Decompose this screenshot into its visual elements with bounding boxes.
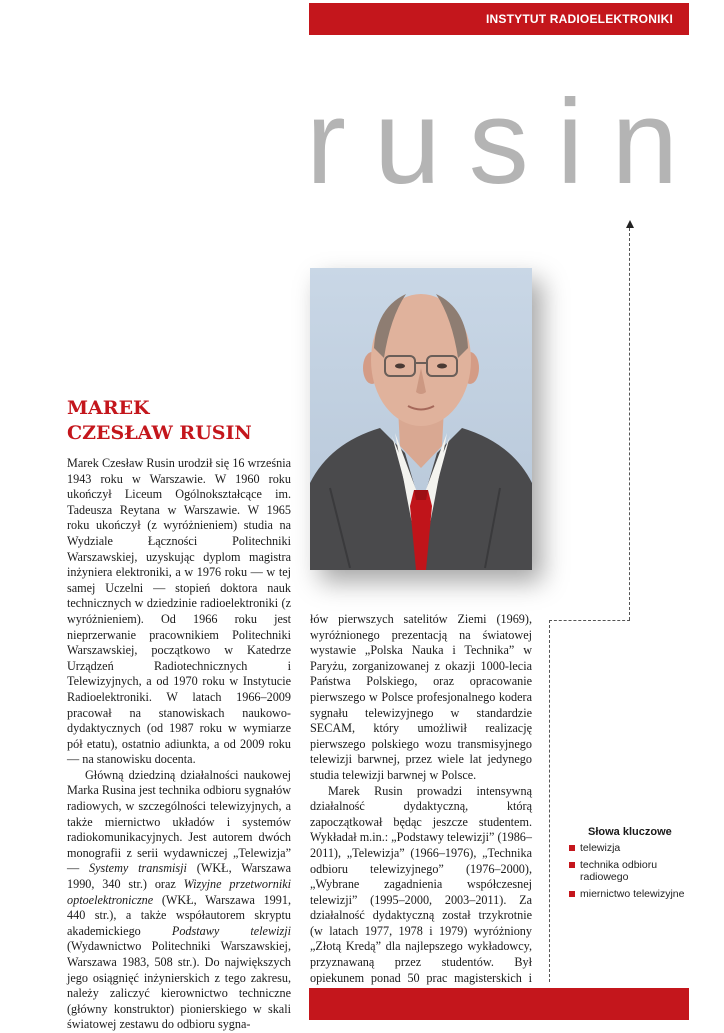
keyword-item [560, 859, 700, 883]
author-name-heading [67, 396, 252, 446]
keyword-label: technika odbioru radiowego [580, 859, 658, 883]
author-full-name: CZESŁAW RUSIN [67, 422, 252, 444]
biography-paragraph-1: Marek Czesław Rusin urodził się 16 września 1943 roku w Warszawie. W 1960 roku ukończył Liceum Ogólnokształcące im. Tadeusza Reytana w Warszawie. W 1965 roku ukończył (z wyróżnieniem) studia na Wydziale Łączności Politechniki Warszawskiej, uzyskując dyplom magistra inżyniera elektroniki, a w 1976 roku — w tej samej Uczelni — stopień doktora nauk technicznych w dziedzinie radioelektroniki (z wyróżnieniem). Od 1966 roku jest nieprzerwanie pracownikiem Politechniki Warszawskiej, początkowo w Katedrze Urządzeń Radiotechnicznych i Telewizyjnych, a od 1970 roku w Instytucie Radioelektroniki. W latach 1966–2009 pracował na stanowiskach naukowo-dydaktycznych (od 1987 roku w wymiarze pół etatu), ostatnio adiunkta, a od 2009 roku — na stanowisku docenta. [67, 456, 291, 767]
dashed-guide-vertical [629, 228, 630, 620]
keyword-item [560, 888, 700, 900]
keywords-title: Słowa kluczowe [588, 826, 672, 838]
keywords-box [560, 826, 700, 905]
header-bar [309, 3, 689, 35]
author-portrait [310, 268, 532, 570]
biography-paragraph-2: Główną dziedziną działalności naukowej Marka Rusina jest technika odbioru sygnałów radiowych, w szczególności telewizyjnych, a także miernictwo układów i systemów radiokomunikacyjnych. Jest autorem dwóch monografii z serii wydawniczej „Telewizja” — Systemy transmisji (WKŁ, Warszawa 1990, 340 str.) oraz Wizyjne przetworniki optoelektroniczne (WKŁ, Warszawa 1991, 440 str.), a także współautorem skryptu akademickiego Podstawy telewizji (Wydawnictwo Politechniki Warszawskiej, Warszawa 1983, 508 str.). Do największych jego osiągnięć inżynierskich z tego zakresu, należy zaliczyć kierownictwo techniczne (główny konstruktor) pionierskiego w skali światowej zestawu do odbioru sygna- [67, 767, 292, 1032]
keyword-item [560, 842, 700, 854]
bullet-square-icon [569, 845, 575, 851]
keyword-label: miernictwo telewizyjne [580, 888, 685, 900]
header-label: INSTYTUT RADIOELEKTRONIKI [486, 12, 673, 26]
bullet-square-icon [569, 891, 575, 897]
arrow-up-icon [626, 220, 634, 228]
surname-display: rusin [306, 75, 707, 209]
keyword-label: telewizja [580, 842, 621, 854]
dashed-guide-horizontal [549, 620, 630, 621]
footer-bar [309, 988, 689, 1020]
biography-paragraph-2-continued: łów pierwszych satelitów Ziemi (1969), wyróżnionego prezentacją na światowej wystawie „Polska Nauka i Technika” w Paryżu, zorganizowanej z okazji 1000-lecia Państwa Polskiego, oraz opracowanie pierwszego w Polsce profesjonalnego kodera sygnału telewizyjnego w standardzie SECAM, który umożliwił realizację pierwszego polskiego wozu transmisyjnego telewizji barwnej, przez wiele lat jedynego studia telewizji barwnej w Polsce. [310, 612, 532, 782]
body-column-2 [310, 612, 532, 1017]
bullet-square-icon [569, 862, 575, 868]
body-column-1 [67, 456, 291, 1033]
biography-paragraph-3: Marek Rusin prowadzi intensywną działalność dydaktyczną, którą zapoczątkował będąc jeszcze studentem. Wykładał m.in.: „Podstawy telewizji” (1986–2011), „Telewizja” (1966–1976), „Technika odbioru telewizyjnego” (1976–2000), „Wybrane zagadnienia współczesnej telewizji” (1995–2000, 2003–2011). Za działalność dydaktyczną został trzykrotnie (w latach 1977, 1978 i 1979) wyróżniony „Złotą Kredą” dla najlepszego wykładowcy, przyznawaną przez studentów. Był opiekunem ponad 50 prac magisterskich i [310, 783, 532, 985]
author-first-name: MAREK [67, 397, 150, 419]
dashed-guide-vertical-lower [549, 620, 550, 982]
